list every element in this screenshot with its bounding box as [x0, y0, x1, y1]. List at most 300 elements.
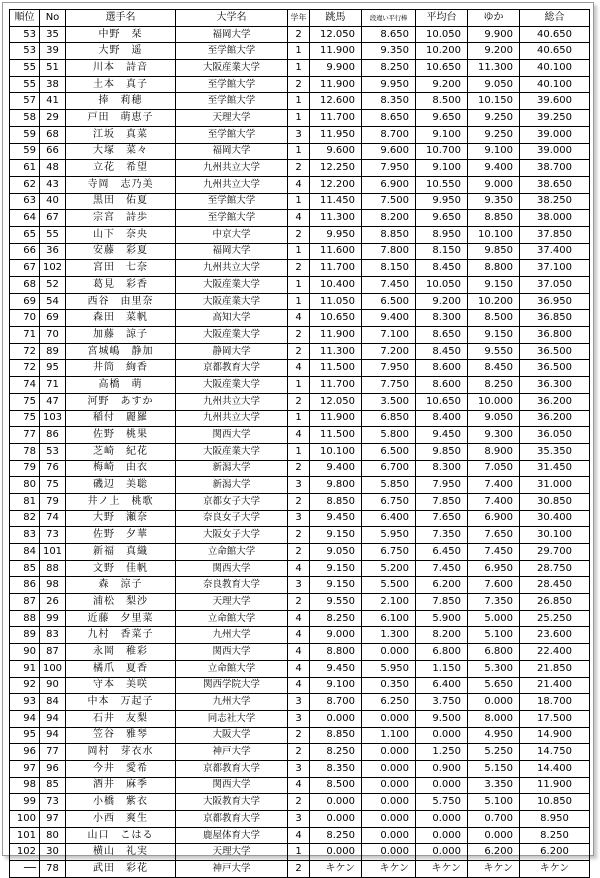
rank-cell: 70	[10, 310, 40, 327]
rank-cell: 66	[10, 243, 40, 260]
floor-score: 9.200	[468, 43, 520, 60]
header-grade: 学年	[288, 10, 310, 27]
beam-score: 1.250	[416, 744, 468, 761]
grade-cell: 1	[288, 293, 310, 310]
athlete-name: 森田 菜帆	[66, 310, 176, 327]
table-row	[10, 327, 590, 344]
beam-score: 7.950	[416, 477, 468, 494]
table-row	[10, 610, 590, 627]
table-row	[10, 160, 590, 177]
bars-score: 8.650	[362, 26, 416, 43]
floor-score: 6.200	[468, 844, 520, 861]
university-name: 奈良女子大学	[176, 510, 288, 527]
athlete-name: 近藤 夕里菜	[66, 610, 176, 627]
vault-score: 9.450	[310, 660, 362, 677]
beam-score: 9.500	[416, 710, 468, 727]
total-score: 25.250	[520, 610, 590, 627]
athlete-name: 佐野 夕華	[66, 527, 176, 544]
header-vault: 跳馬	[310, 10, 362, 27]
vault-score: 8.350	[310, 760, 362, 777]
university-name: 立命館大学	[176, 544, 288, 561]
floor-score: 10.100	[468, 226, 520, 243]
bars-score: 8.850	[362, 226, 416, 243]
grade-cell: 2	[288, 744, 310, 761]
beam-score: 9.450	[416, 427, 468, 444]
floor-score: 9.150	[468, 277, 520, 294]
grade-cell: 1	[288, 193, 310, 210]
vault-score: 9.000	[310, 627, 362, 644]
no-cell: 51	[40, 60, 66, 77]
vault-score: 0.000	[310, 811, 362, 828]
header-floor: ゆか	[468, 10, 520, 27]
grade-cell: 3	[288, 760, 310, 777]
rank-cell: 87	[10, 594, 40, 611]
floor-score: 5.000	[468, 610, 520, 627]
no-cell: 94	[40, 727, 66, 744]
rank-cell: 88	[10, 610, 40, 627]
no-cell: 54	[40, 293, 66, 310]
athlete-name: 大野 瀬奈	[66, 510, 176, 527]
bars-score: 7.450	[362, 277, 416, 294]
total-score: 40.100	[520, 60, 590, 77]
rank-cell: 72	[10, 360, 40, 377]
university-name: 新潟大学	[176, 477, 288, 494]
vault-score: 11.450	[310, 193, 362, 210]
vault-score: 11.700	[310, 110, 362, 127]
university-name: 大阪産業大学	[176, 60, 288, 77]
rank-cell: 74	[10, 377, 40, 394]
bars-score: 7.950	[362, 360, 416, 377]
athlete-name: 宗宮 詩歩	[66, 210, 176, 227]
table-row	[10, 493, 590, 510]
table-row	[10, 310, 590, 327]
university-name: 至学館大学	[176, 126, 288, 143]
floor-score: 0.700	[468, 811, 520, 828]
bars-score: 7.100	[362, 327, 416, 344]
university-name: 奈良教育大学	[176, 577, 288, 594]
bars-score: 6.850	[362, 410, 416, 427]
athlete-name: 山口 こはる	[66, 827, 176, 844]
table-row	[10, 93, 590, 110]
vault-score: 11.900	[310, 43, 362, 60]
university-name: 立命館大学	[176, 660, 288, 677]
university-name: 大阪産業大学	[176, 293, 288, 310]
table-row	[10, 794, 590, 811]
rank-cell: 65	[10, 226, 40, 243]
university-name: 京都教育大学	[176, 811, 288, 828]
no-cell: 53	[40, 443, 66, 460]
rank-cell: 100	[10, 811, 40, 828]
table-row	[10, 594, 590, 611]
athlete-name: 山下 奈央	[66, 226, 176, 243]
rank-cell: 101	[10, 827, 40, 844]
floor-score: 9.350	[468, 193, 520, 210]
no-cell: 75	[40, 477, 66, 494]
total-score: 30.850	[520, 493, 590, 510]
grade-cell: 1	[288, 143, 310, 160]
university-name: 鹿屋体育大学	[176, 827, 288, 844]
rank-cell: 91	[10, 660, 40, 677]
grade-cell: 1	[288, 277, 310, 294]
no-cell: 84	[40, 694, 66, 711]
university-name: 大阪産業大学	[176, 377, 288, 394]
bars-score: 0.000	[362, 760, 416, 777]
floor-score: 7.650	[468, 527, 520, 544]
athlete-name: 梅崎 由衣	[66, 460, 176, 477]
table-row	[10, 26, 590, 43]
floor-score: 10.000	[468, 393, 520, 410]
total-score: 36.850	[520, 310, 590, 327]
athlete-name: 小西 爽生	[66, 811, 176, 828]
grade-cell: 4	[288, 660, 310, 677]
grade-cell: 2	[288, 343, 310, 360]
table-row	[10, 176, 590, 193]
beam-score: 8.150	[416, 243, 468, 260]
beam-score: 1.150	[416, 660, 468, 677]
university-name: 大阪教育大学	[176, 794, 288, 811]
table-row	[10, 727, 590, 744]
table-row	[10, 777, 590, 794]
vault-score: 11.900	[310, 410, 362, 427]
vault-score: 0.000	[310, 844, 362, 861]
rank-cell: 67	[10, 260, 40, 277]
university-name: 関西学院大学	[176, 677, 288, 694]
beam-score: 0.000	[416, 727, 468, 744]
total-score: 29.700	[520, 544, 590, 561]
vault-score: キケン	[310, 861, 362, 878]
vault-score: 0.000	[310, 710, 362, 727]
bars-score: 1.300	[362, 627, 416, 644]
university-name: 九州大学	[176, 627, 288, 644]
grade-cell: 2	[288, 493, 310, 510]
beam-score: 8.300	[416, 310, 468, 327]
table-row	[10, 560, 590, 577]
bars-score: 0.000	[362, 794, 416, 811]
total-score: 14.400	[520, 760, 590, 777]
floor-score: 9.050	[468, 410, 520, 427]
no-cell: 36	[40, 243, 66, 260]
total-score: 36.500	[520, 360, 590, 377]
bars-score: 5.500	[362, 577, 416, 594]
beam-score: 7.650	[416, 510, 468, 527]
rank-cell: 75	[10, 393, 40, 410]
floor-score: 3.350	[468, 777, 520, 794]
floor-score: 8.850	[468, 210, 520, 227]
grade-cell: 2	[288, 460, 310, 477]
athlete-name: 大野 遥	[66, 43, 176, 60]
beam-score: 8.950	[416, 226, 468, 243]
table-row	[10, 393, 590, 410]
athlete-name: 永岡 稚彩	[66, 644, 176, 661]
total-score: 40.650	[520, 26, 590, 43]
bars-score: 8.650	[362, 110, 416, 127]
floor-score: 9.550	[468, 343, 520, 360]
floor-score: 9.400	[468, 160, 520, 177]
no-cell: 89	[40, 343, 66, 360]
no-cell: 70	[40, 327, 66, 344]
table-row	[10, 43, 590, 60]
table-row	[10, 677, 590, 694]
beam-score: 9.850	[416, 443, 468, 460]
beam-score: 5.750	[416, 794, 468, 811]
total-score: 21.400	[520, 677, 590, 694]
athlete-name: 安藤 彩夏	[66, 243, 176, 260]
total-score: 39.000	[520, 143, 590, 160]
total-score: 36.300	[520, 377, 590, 394]
total-score: 28.450	[520, 577, 590, 594]
university-name: 福岡大学	[176, 243, 288, 260]
grade-cell: 1	[288, 410, 310, 427]
total-score: 38.700	[520, 160, 590, 177]
beam-score: 9.950	[416, 193, 468, 210]
total-score: 17.500	[520, 710, 590, 727]
table-row	[10, 277, 590, 294]
total-score: 31.450	[520, 460, 590, 477]
bars-score: 8.700	[362, 126, 416, 143]
vault-score: 8.850	[310, 493, 362, 510]
bars-score: 8.350	[362, 93, 416, 110]
rank-cell: 61	[10, 160, 40, 177]
bars-score: 5.200	[362, 560, 416, 577]
table-row	[10, 76, 590, 93]
grade-cell: 4	[288, 210, 310, 227]
no-cell: 98	[40, 577, 66, 594]
university-name: 関西大学	[176, 560, 288, 577]
athlete-name: 笠谷 雅琴	[66, 727, 176, 744]
no-cell: 87	[40, 644, 66, 661]
beam-score: 10.050	[416, 277, 468, 294]
table-row	[10, 226, 590, 243]
table-row	[10, 443, 590, 460]
bars-score: 6.700	[362, 460, 416, 477]
grade-cell: 2	[288, 861, 310, 878]
university-name: 至学館大学	[176, 193, 288, 210]
athlete-name: 新福 真織	[66, 544, 176, 561]
floor-score: 9.250	[468, 110, 520, 127]
bars-score: 3.500	[362, 393, 416, 410]
university-name: 神戸大学	[176, 861, 288, 878]
results-body	[10, 26, 590, 877]
grade-cell: 3	[288, 477, 310, 494]
total-score: 22.400	[520, 644, 590, 661]
bars-score: 0.000	[362, 844, 416, 861]
grade-cell: 4	[288, 627, 310, 644]
grade-cell: 2	[288, 544, 310, 561]
rank-cell: 99	[10, 794, 40, 811]
bars-score: 0.000	[362, 811, 416, 828]
floor-score: 6.950	[468, 560, 520, 577]
floor-score: 4.950	[468, 727, 520, 744]
total-score: 36.050	[520, 427, 590, 444]
floor-score: 0.000	[468, 694, 520, 711]
rank-cell: 80	[10, 477, 40, 494]
grade-cell: 2	[288, 76, 310, 93]
table-row	[10, 293, 590, 310]
no-cell: 88	[40, 560, 66, 577]
table-row	[10, 744, 590, 761]
rank-cell: 63	[10, 193, 40, 210]
table-row	[10, 644, 590, 661]
results-sheet	[2, 2, 594, 874]
table-row	[10, 844, 590, 861]
rank-cell: 55	[10, 76, 40, 93]
rank-cell: 94	[10, 710, 40, 727]
grade-cell: 1	[288, 43, 310, 60]
beam-score: 8.600	[416, 377, 468, 394]
grade-cell: 1	[288, 844, 310, 861]
floor-score: 8.000	[468, 710, 520, 727]
athlete-name: 横山 礼実	[66, 844, 176, 861]
total-score: 37.050	[520, 277, 590, 294]
vault-score: 11.500	[310, 427, 362, 444]
total-score: 30.100	[520, 527, 590, 544]
floor-score: 9.250	[468, 126, 520, 143]
athlete-name: 西谷 由里奈	[66, 293, 176, 310]
table-row	[10, 477, 590, 494]
floor-score: 7.450	[468, 544, 520, 561]
bars-score: 8.150	[362, 260, 416, 277]
table-row	[10, 710, 590, 727]
beam-score: 10.700	[416, 143, 468, 160]
total-score: 21.850	[520, 660, 590, 677]
university-name: 関西大学	[176, 644, 288, 661]
beam-score: 9.100	[416, 160, 468, 177]
university-name: 九州共立大学	[176, 260, 288, 277]
no-cell: 66	[40, 143, 66, 160]
vault-score: 11.700	[310, 260, 362, 277]
university-name: 至学館大学	[176, 43, 288, 60]
total-score: 39.000	[520, 126, 590, 143]
no-cell: 73	[40, 794, 66, 811]
total-score: 23.600	[520, 627, 590, 644]
university-name: 京都女子大学	[176, 493, 288, 510]
university-name: 至学館大学	[176, 76, 288, 93]
grade-cell: 3	[288, 577, 310, 594]
beam-score: 8.650	[416, 327, 468, 344]
beam-score: 10.200	[416, 43, 468, 60]
floor-score: 11.300	[468, 60, 520, 77]
floor-score: 9.300	[468, 427, 520, 444]
athlete-name: 高橋 萌	[66, 377, 176, 394]
total-score: 40.100	[520, 76, 590, 93]
table-row	[10, 577, 590, 594]
vault-score: 12.600	[310, 93, 362, 110]
table-row	[10, 193, 590, 210]
vault-score: 12.050	[310, 393, 362, 410]
table-row	[10, 377, 590, 394]
athlete-name: 土本 真子	[66, 76, 176, 93]
rank-cell: 86	[10, 577, 40, 594]
bars-score: 1.100	[362, 727, 416, 744]
university-name: 九州共立大学	[176, 160, 288, 177]
no-cell: 86	[40, 427, 66, 444]
beam-score: 0.900	[416, 760, 468, 777]
university-name: 天理大学	[176, 110, 288, 127]
university-name: 九州共立大学	[176, 393, 288, 410]
vault-score: 9.100	[310, 677, 362, 694]
table-row	[10, 360, 590, 377]
beam-score: 3.750	[416, 694, 468, 711]
header-beam: 平均台	[416, 10, 468, 27]
beam-score: 6.400	[416, 677, 468, 694]
vault-score: 9.950	[310, 226, 362, 243]
rank-cell: 89	[10, 627, 40, 644]
total-score: 36.500	[520, 343, 590, 360]
floor-score: 10.200	[468, 293, 520, 310]
grade-cell: 2	[288, 327, 310, 344]
grade-cell: 2	[288, 260, 310, 277]
floor-score: 8.900	[468, 443, 520, 460]
total-score: 31.000	[520, 477, 590, 494]
bars-score: 7.200	[362, 343, 416, 360]
no-cell: 100	[40, 660, 66, 677]
university-name: 九州大学	[176, 694, 288, 711]
vault-score: 9.800	[310, 477, 362, 494]
header-university: 大学名	[176, 10, 288, 27]
rank-cell: 96	[10, 744, 40, 761]
total-score: 40.650	[520, 43, 590, 60]
beam-score: 9.650	[416, 210, 468, 227]
beam-score: 8.200	[416, 627, 468, 644]
header-athlete: 選手名	[66, 10, 176, 27]
athlete-name: 岡村 芽衣水	[66, 744, 176, 761]
vault-score: 9.900	[310, 60, 362, 77]
total-score: 11.900	[520, 777, 590, 794]
floor-score: 7.400	[468, 493, 520, 510]
bars-score: 5.950	[362, 527, 416, 544]
bars-score: 9.400	[362, 310, 416, 327]
grade-cell: 1	[288, 110, 310, 127]
vault-score: 9.550	[310, 594, 362, 611]
beam-score: 7.350	[416, 527, 468, 544]
grade-cell: 2	[288, 527, 310, 544]
rank-cell: 75	[10, 410, 40, 427]
athlete-name: 川本 詩音	[66, 60, 176, 77]
beam-score: 6.200	[416, 577, 468, 594]
athlete-name: 守本 美咲	[66, 677, 176, 694]
no-cell: 38	[40, 76, 66, 93]
university-name: 神戸大学	[176, 744, 288, 761]
athlete-name: 中本 万起子	[66, 694, 176, 711]
vault-score: 9.150	[310, 527, 362, 544]
floor-score: 10.150	[468, 93, 520, 110]
grade-cell: 3	[288, 694, 310, 711]
floor-score: 9.850	[468, 243, 520, 260]
bars-score: 8.250	[362, 60, 416, 77]
no-cell: 101	[40, 544, 66, 561]
total-score: 36.200	[520, 393, 590, 410]
total-score: 6.200	[520, 844, 590, 861]
table-row	[10, 343, 590, 360]
total-score: 37.400	[520, 243, 590, 260]
grade-cell: 3	[288, 510, 310, 527]
university-name: 福岡大学	[176, 143, 288, 160]
floor-score: 0.000	[468, 827, 520, 844]
floor-score: 9.050	[468, 76, 520, 93]
grade-cell: 3	[288, 126, 310, 143]
rank-cell: 93	[10, 694, 40, 711]
university-name: 関西大学	[176, 427, 288, 444]
athlete-name: 九村 香菜子	[66, 627, 176, 644]
rank-cell: 81	[10, 493, 40, 510]
bars-score: 5.950	[362, 660, 416, 677]
floor-score: 9.100	[468, 143, 520, 160]
no-cell: 95	[40, 360, 66, 377]
total-score: 39.600	[520, 93, 590, 110]
floor-score: 5.150	[468, 760, 520, 777]
vault-score: 11.050	[310, 293, 362, 310]
floor-score: 9.000	[468, 176, 520, 193]
